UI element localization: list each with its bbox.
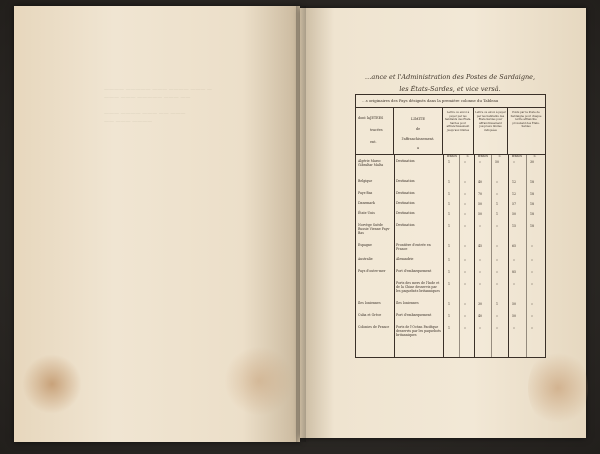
header-limit [394,108,443,154]
row-value: » [464,224,466,228]
row-country: Danemark [358,201,375,205]
unit-label: c. [533,154,537,158]
column-rule [443,154,444,357]
row-value: » [496,192,498,196]
row-value: » [496,244,498,248]
header-country-line: tracées [370,128,383,132]
column-rule [491,154,492,357]
row-value: » [464,192,466,196]
row-value: 1 [447,160,451,164]
header-country-line: ent. [370,140,377,144]
row-value: 1 [447,270,451,274]
row-country: Algérie Maroc Gibraltar Malta [358,159,384,167]
row-country: Norvège Suède Russie Vienne Pays-Bas [358,223,391,235]
header-limit-line: a [416,146,420,150]
row-value: » [496,282,498,286]
row-limit: Destination [396,201,415,205]
row-value: » [496,270,498,274]
row-value: » [464,270,466,274]
row-limit: Destination [396,223,415,227]
row-value: » [464,282,466,286]
row-value: 1 [495,202,499,206]
row-country: Colonies de France [358,325,390,329]
row-value: » [531,258,533,262]
column-rule [526,154,527,357]
row-value: 1 [447,180,451,184]
row-value: 18 [529,212,535,216]
row-value: » [464,160,466,164]
row-value: 1 [447,258,451,262]
row-country: Iles Ioniennes [358,301,381,305]
row-value: » [479,160,481,164]
row-value: 1 [447,202,451,206]
row-value: 40 [477,180,483,184]
header-col5-text: Poids par la Poste de Sardaigne pour chaque lettre affranchie provenant des États-Sardes [510,111,542,129]
row-value: 1 [447,224,451,228]
row-value: 1 [447,326,451,330]
row-value: 70 [477,192,483,196]
bleed-through-text: ———— ————— ——— ———— ——— — ——— ——— ————— ——— —— ——— ———— ——— —— ——— —— ——— ———— [104,87,212,125]
row-value: 50 [494,160,500,164]
header-country-line: JETEES [370,116,384,120]
row-value: 1 [447,192,451,196]
row-value: 1 [495,302,499,306]
header-col4 [474,108,508,154]
book-fold [296,6,306,442]
row-value: 50 [511,212,517,216]
row-value: 1 [447,212,451,216]
row-value: » [496,258,498,262]
row-value: » [496,314,498,318]
row-limit: Destination [396,211,415,215]
row-value: 1 [447,314,451,318]
row-value: » [464,326,466,330]
row-country: Belgique [358,179,373,183]
row-country: Espagne [358,243,372,247]
table-body [356,154,545,357]
row-limit: Ports de l'Océan Pacifique desservis par les paquebots britanniques [396,325,441,337]
row-value: » [513,282,515,286]
row-value: » [464,302,466,306]
row-value: » [513,326,515,330]
stain [224,346,294,416]
row-country: États-Unis [358,211,375,215]
header-col3 [443,108,474,154]
row-country: Australie [358,257,373,261]
row-value: » [479,282,481,286]
row-value: » [479,258,481,262]
row-value: 45 [477,244,483,248]
row-value: 1 [495,212,499,216]
row-value: 65 [511,244,517,248]
row-value: » [464,212,466,216]
row-limit: Iles Ioniennes [396,301,419,305]
row-value: » [464,202,466,206]
row-country: Cuba et Grèce [358,313,382,317]
row-limit: Port d'embarquement [396,313,432,317]
row-value: » [531,314,533,318]
stain [528,348,588,428]
row-value: 12 [511,180,517,184]
row-limit: Destination [396,179,415,183]
column-rule [508,154,509,357]
row-value: 30 [477,302,483,306]
row-value: » [513,160,515,164]
row-limit: Port d'embarquement [396,269,432,273]
row-value: » [496,224,498,228]
row-country: Pays d'outre-mer [358,269,386,273]
row-value: » [464,314,466,318]
row-value: 1 [447,302,451,306]
column-rule [474,154,475,357]
row-value: 18 [529,192,535,196]
row-value: 30 [529,160,535,164]
row-value: » [531,282,533,286]
row-value: » [531,244,533,248]
header-country-line: dont la [358,116,370,120]
row-value: » [464,244,466,248]
row-value: 15 [511,224,517,228]
rates-table [355,94,546,358]
header-col4-text: Lettre ou envoi à payer par les habitants des États-Sardes pour affranchissement jusqu'aux limites indiquées [475,111,506,132]
row-value: » [479,270,481,274]
header-limit-line: de [415,127,421,131]
table-title: …s originaires des Pays désignés dans la première colonne du Tableau [356,95,545,108]
row-value: » [496,326,498,330]
row-value: » [513,258,515,262]
header-col3-text: Lettre ou envoi à payer par les habitants des États-Sardes pour affranchissement jusqu'aux limites [444,111,472,132]
unit-label: francs [511,154,523,158]
column-rule [394,154,395,357]
heading-line-1: …ance et l'Administration des Postes de Sardaigne, [364,73,536,81]
row-limit: Destination [396,159,415,163]
stain [22,354,82,414]
table-header [356,108,545,155]
row-value: » [531,302,533,306]
heading-line-2: les États-Sardes, et vice versâ. [399,85,501,93]
row-value: 40 [477,314,483,318]
row-value: 1 [447,244,451,248]
header-limit-line: LIMITE [411,117,425,121]
row-value: » [479,326,481,330]
right-page [300,8,586,438]
row-value: 18 [529,202,535,206]
row-limit: Destination [396,191,415,195]
row-value: » [464,180,466,184]
row-value: » [479,224,481,228]
unit-label: c. [498,154,502,158]
unit-label: c. [466,154,470,158]
row-value: 12 [511,192,517,196]
unit-label: francs [477,154,489,158]
row-value: 1 [447,282,451,286]
row-value: 18 [529,180,535,184]
row-limit: Alexandrie [396,257,414,261]
unit-label: francs [446,154,458,158]
left-page [14,6,300,442]
row-value: 50 [511,302,517,306]
header-country [356,108,394,154]
row-value: 50 [477,202,483,206]
page-heading [360,71,540,95]
row-value: » [496,180,498,184]
row-value: 50 [477,212,483,216]
row-value: 57 [511,202,517,206]
header-col5 [508,108,544,154]
row-limit: Frontière d'entrée en France [396,243,431,251]
row-value: » [531,326,533,330]
row-value: 85 [511,270,517,274]
header-limit-line: l'affranchissement. [401,137,435,141]
row-value: 50 [511,314,517,318]
row-limit: Ports des mers de l'Inde et de la Chine desservis par les paquebots britanniques [396,281,440,293]
column-rule [459,154,460,357]
row-value: » [531,270,533,274]
row-value: » [464,258,466,262]
row-country: Pays-Bas [358,191,373,195]
row-value: 18 [529,224,535,228]
